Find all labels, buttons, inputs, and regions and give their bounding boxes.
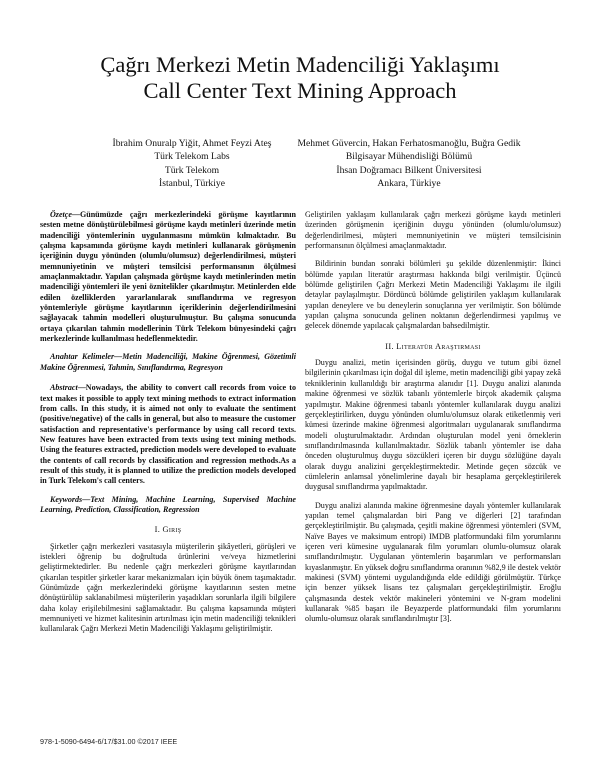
keywords-label: Keywords bbox=[50, 494, 83, 504]
affiliation-city-right: Ankara, Türkiye bbox=[377, 177, 441, 189]
affiliation-univ-right: İhsan Doğramacı Bilkent Üniversitesi bbox=[336, 164, 482, 176]
section-number-2: II. bbox=[385, 341, 394, 351]
keywords-text: —Text Mining, Machine Learning, Supervised Machine Learning, Prediction, Classification, Regression bbox=[40, 494, 296, 514]
copyright-footer: 978-1-5090-6494-6/17/$31.00 ©2017 IEEE bbox=[40, 737, 178, 746]
right-column bbox=[305, 210, 561, 625]
affiliation-dept-right: Bilgisayar Mühendisliği Bölümü bbox=[345, 151, 473, 163]
abstract-text: —Nowadays, the ability to convert call records from voice to text makes it possible to apply text mining methods to extract information from calls. In this study, it is aimed not only to evaluate the sentiment (positive/negative) of the calls in general, but also to measure the customer satisfaction and representative's performance by using call record texts. New features have been extracted from texts using text mining methods. Using the features extracted, prediction models were developed to evaluate the contents of call records by classification and regression methods.As a result of this study, it is planned to utilize the prediction models developed in Turk Telekom's call centers. bbox=[40, 383, 296, 486]
ozetce-label: Özetçe bbox=[50, 210, 72, 219]
ozetce-text: —Günümüzde çağrı merkezlerindeki görüşme kayıtlarının sesten metne dönüştürülebilmesi görüşme kaydı metinleri üzerinde metin madenciliği yöntemlerinin uygulanmasını mümkün kılmaktadır. Bu çalışma kapsamında görüşme kaydı metinleri kullanarak görüşmenin içeriğinin duygu yönünden (olumlu/olumsuz) değerlendirilmesi, müşteri memnuniyetinin ve müşteri temsilcisi performansının ölçülmesi amaçlanmaktadır. Yapılan çalışmada görüşme kaydı metinlerinden metin madenciliği yöntemleri ile yeni öznitelikler çıkarılmıştır. Metinlerden elde edilen özelliklerden yararlanılarak sınıflandırma ve regresyon yöntemleriyle görüşme kayıtlarının içeriklerinin değerlendirilmesini sağlayacak tahmin modelleri oluşturulmuştur. Bu çalışma sonucunda ortaya çıkarılan tahmin modellerinin Türk Telekom bünyesindeki çağrı merkezlerinde kullanılması hedeflenmektedir. bbox=[40, 210, 296, 344]
ozetce-paragraph bbox=[40, 210, 296, 344]
affiliation-left bbox=[78, 137, 306, 190]
section-heading-intro bbox=[40, 525, 296, 535]
anahtar-paragraph bbox=[40, 352, 296, 373]
right-paragraph-4: Duygu analizi alanında makine öğrenmesine dayalı yöntemler kullanılarak yapılan temel çalışmalardan biri Pang ve diğerleri [2] tarafından gerçekleştirilmiştir. Bu çalışmada, çeşitli makine öğrenmesi yöntemleri (SVM, Naïve Bayes ve maksimum entropi) IMDB platformundaki film yorumlarını içeren veri kümesine uygulanarak film yorumları olumlu-olumsuz olarak sınıflandırılmıştır. Uygulanan yöntemlerin başarımları ve performansları kıyaslanmıştır. En yüksek doğru sınıflandırma oranının %82,9 ile destek vektör makinesi (SVM) yöntemi uygulandığında elde edildiği görülmüştür. Türkçe için benzer yüksek lisans tez çalışmaları gerçekleştirilmiştir. Eroğlu çalışmasında destek vektör makineleri yöntemini ve N-gram modelini kullanarak %85 başarı ile Beyazperde platformundaki film yorumlarını olumlu-olumsuz olarak sınıflandırılmıştır [3]. bbox=[305, 500, 561, 624]
anahtar-text: —Metin Madenciliği, Makine Öğrenmesi, Gözetimli Makine Öğrenmesi, Tahmin, Sınıflandırma, Regresyon bbox=[40, 352, 296, 372]
right-paragraph-2: Bildirinin bundan sonraki bölümleri şu şekilde düzenlenmiştir: İkinci bölümde yapılan literatür araştırması hakkında bilgi verilmiştir. Üçüncü bölümde geliştirilen Çağrı Merkezi Metin Madenciliği Yaklaşımı ile ilgili detaylar paylaşılmıştır. Dördüncü bölümde geliştirilen yaklaşım kullanılarak yapılan deneylere ve bu deneylerin sonuçlarına yer verilmiştir. Son bölümde yapılan çalışma sonucunda gelinen noktanın değerlendirmesi yapılmış ve gelecek dönemde yapılacak çalışmalardan bahsedilmiştir. bbox=[305, 259, 561, 331]
author-names-right: Mehmet Güvercin, Hakan Ferhatosmanoğlu, Buğra Gedik bbox=[297, 138, 521, 149]
title-english: Call Center Text Mining Approach bbox=[143, 78, 457, 103]
title-turkish: Çağrı Merkezi Metin Madenciliği Yaklaşımı bbox=[100, 52, 500, 77]
intro-paragraph: Şirketler çağrı merkezleri vasıtasıyla müşterilerin şikâyetleri, görüşleri ve istekleri öğrenip bu doğrultuda ürünlerini ve/veya hizmetlerini geliştirmektedirler. Bu nedenle çağrı merkezleri görüşme kayıtlarından çıkarılan tespitler şirketler karar mekanizmaları için büyük önem taşımaktadır. Günümüzde çağrı merkezlerindeki görüşme kayıtlarının sesten metne dönüştürülüp saklanabilmesi müşterilerin yaşadıkları sorunlarla ilgili bilgilere daha kolay erişilebilmesini sağlamaktadır. Bu çalışma kapsamında müşteri memnuniyeti ve hizmet kalitesinin artırılması için metin madenciliği teknikleri kullanılarak Çağrı Merkezi Metin Madenciliği Yaklaşımı geliştirilmiştir. bbox=[40, 541, 296, 634]
abstract-paragraph bbox=[40, 383, 296, 486]
section-title-1: Giriş bbox=[162, 525, 182, 535]
section-number-1: I. bbox=[154, 525, 161, 535]
right-paragraph-1: Geliştirilen yaklaşım kullanılarak çağrı merkezi görüşme kaydı metinleri üzerinden görüşmenin içeriğinin duygu yönünden (olumlu/olumsuz) değerlendirilmesi, müşteri memnuniyetinin ve müşteri temsilcisinin performansının ölçülmesi amaçlanmaktadır. bbox=[305, 210, 561, 251]
left-column bbox=[40, 210, 296, 635]
affiliation-right bbox=[284, 137, 534, 190]
anahtar-label: Anahtar Kelimeler bbox=[50, 352, 115, 362]
affiliation-org-left: Türk Telekom Labs bbox=[154, 151, 230, 163]
abstract-label: Abstract bbox=[50, 383, 78, 393]
section-title-2: Literatür Araştırması bbox=[396, 341, 481, 351]
section-heading-literature bbox=[305, 342, 561, 352]
affiliation-city-left: İstanbul, Türkiye bbox=[159, 177, 225, 189]
author-names-left: İbrahim Onuralp Yiğit, Ahmet Feyzi Ateş bbox=[112, 138, 272, 149]
right-paragraph-3: Duygu analizi, metin içerisinden görüş, duygu ve tutum gibi öznel bilgilerinin çıkarılması için doğal dil işleme, metin madenciliği gibi yapay zekâ tekniklerinin kullanıldığı bir araştırma alanıdır [1]. Duygu analizi alanında makine öğrenmesi ve sözlük tabanlı yöntemlerle birçok akademik çalışma yapılmıştır. Makine öğrenmesi tabanlı yöntemler kullanılarak duygu analizi gerçekleştirilirken, duygu yönünden olumlu/olumsuz olarak etiketlenmiş veri kümesi üzerinde makine öğrenmesi algoritmaları uygulanarak sınıflandırma modeli oluşturulmaktadır. Ardından oluşturulan model yeni örneklerin sınıflandırılmasında kullanılmaktadır. Sözlük tabanlı yöntemler ise daha önceden oluşturulmuş duygu sözcükleri içeren bir duygu sözlüğüne dayalı olarak duygu analizini gerçekleştirmektedir. Metinde geçen sözcük ve cümlelerin anlamsal yönelimlerine dayalı bir hesaplama gerçekleştirilerek duygusal sınıflandırma yapılmaktadır. bbox=[305, 358, 561, 492]
keywords-paragraph bbox=[40, 495, 296, 516]
affiliation-company-left: Türk Telekom bbox=[164, 164, 220, 176]
